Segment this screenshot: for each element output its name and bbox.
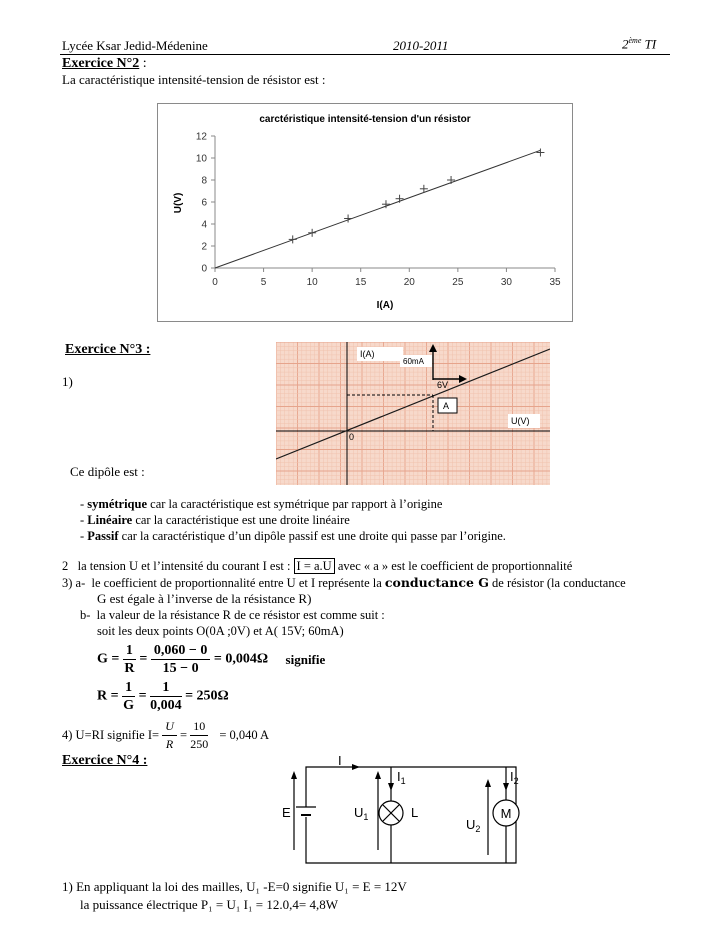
u-label: U(V) <box>511 416 530 426</box>
u-scale: 6V <box>437 380 449 390</box>
y-tick-label: 6 <box>201 197 207 209</box>
origin-label: 0 <box>349 432 355 442</box>
chart-ylabel: U(V) <box>173 192 184 214</box>
school-name: Lycée Ksar Jedid-Médenine <box>62 38 208 53</box>
x-tick-label: 0 <box>212 277 218 288</box>
arrow-u1-head <box>375 771 381 779</box>
arrow-i1-head <box>388 783 394 791</box>
dipole-intro: Ce dipôle est : <box>70 464 145 479</box>
y-tick-label: 12 <box>195 131 207 143</box>
q3b-line: b- la valeur de la résistance R de ce résistor est comme suit : <box>80 608 385 622</box>
ex3-q1: 1) <box>62 374 73 389</box>
point-a: A <box>443 401 450 411</box>
y-tick-label: 4 <box>201 219 207 231</box>
label-i1: $I_1$ <box>397 769 406 786</box>
arrow-i2-head <box>503 783 509 791</box>
x-tick-label: 15 <box>355 277 367 288</box>
chart-title: carctéristique intensité-tension d'un résistor <box>259 114 471 125</box>
ex2-intro: La caractéristique intensité-tension de résistor est : <box>62 72 326 87</box>
property-lineaire: - Linéaire car la caractéristique est une droite linéaire <box>80 513 350 527</box>
q3b-points: soit les deux points O(0A ;0V) et A( 15V; 60mA) <box>97 624 344 638</box>
ex2-title: Exercice N°2 : <box>62 56 147 71</box>
label-u2: $U_2$ <box>466 817 481 834</box>
i-scale: 60mA <box>403 357 424 366</box>
chart-frame <box>158 104 573 322</box>
q3a-line: 3) a- le coefficient de proportionnalité entre U et I représente la conductance G de résistor (la conductance <box>62 575 626 590</box>
arrow-u2-head <box>485 779 491 787</box>
arrow-e-head <box>291 771 297 779</box>
ex4-answer-2: la puissance électrique P₁ = U₁ I₁ = 12.0,4= 4,8W <box>80 897 338 912</box>
q2-line: 2 la tension U et l’intensité du courant I est : I = a.U avec « a » est le coefficient de proportionnalité <box>62 559 573 573</box>
q4-line: 4) U=RI signifie I= $\frac{U}{R}$ = $\frac{10}{250}$ = 0,040 A <box>62 719 270 751</box>
label-l: L <box>411 805 419 820</box>
y-tick-label: 8 <box>201 175 207 187</box>
header-rule <box>60 54 670 55</box>
y-tick-label: 10 <box>195 153 207 165</box>
x-tick-label: 35 <box>549 277 561 288</box>
graph-paper <box>276 342 550 485</box>
y-tick-label: 2 <box>201 241 207 253</box>
x-tick-label: 30 <box>500 277 512 288</box>
label-i2: $I_2$ <box>510 769 519 786</box>
chart-xlabel: I(A) <box>376 300 394 311</box>
arrow-i-head <box>352 764 360 770</box>
label-i: I <box>338 755 342 768</box>
x-tick-label: 10 <box>306 277 318 288</box>
label-m: M <box>500 806 512 821</box>
y-tick-label: 0 <box>201 263 207 275</box>
label-e: E <box>282 805 291 820</box>
x-tick-label: 25 <box>452 277 464 288</box>
school-year: 2010-2011 <box>393 38 449 53</box>
q2-formula: I = a.U <box>294 558 335 574</box>
label-u1: $U_1$ <box>354 805 369 822</box>
resistance-formula: R = $\frac{1}{G}$ = $\frac{1}{0,004}$ = 250Ω <box>97 680 229 713</box>
ex4-answer-1: 1) En appliquant la loi des mailles, U₁ -E=0 signifie U₁ = E = 12V <box>62 879 407 894</box>
property-passif: - Passif car la caractéristique d’un dipôle passif est une droite qui passe par l’origine. <box>80 529 506 543</box>
x-tick-label: 20 <box>403 277 415 288</box>
conductance-formula: G = $\frac{1}{R}$ = $\frac{0,060 - 0}{15 - 0}$ = 0,004Ω signifie <box>97 643 326 676</box>
ex4-title: Exercice N°4 : <box>62 753 148 768</box>
circuit-diagram <box>280 755 540 871</box>
property-symetrique: - symétrique car la caractéristique est symétrique par rapport à l’origine <box>80 497 443 511</box>
iu-chart <box>157 103 573 322</box>
x-tick-label: 5 <box>260 277 267 288</box>
i-label: I(A) <box>360 349 375 359</box>
ex3-title: Exercice N°3 : <box>65 342 151 357</box>
q3a-line2: G est égale à l’inverse de la résistance R) <box>97 591 312 606</box>
dipole-properties <box>80 496 506 544</box>
class-label: 2ème TI <box>622 36 657 52</box>
